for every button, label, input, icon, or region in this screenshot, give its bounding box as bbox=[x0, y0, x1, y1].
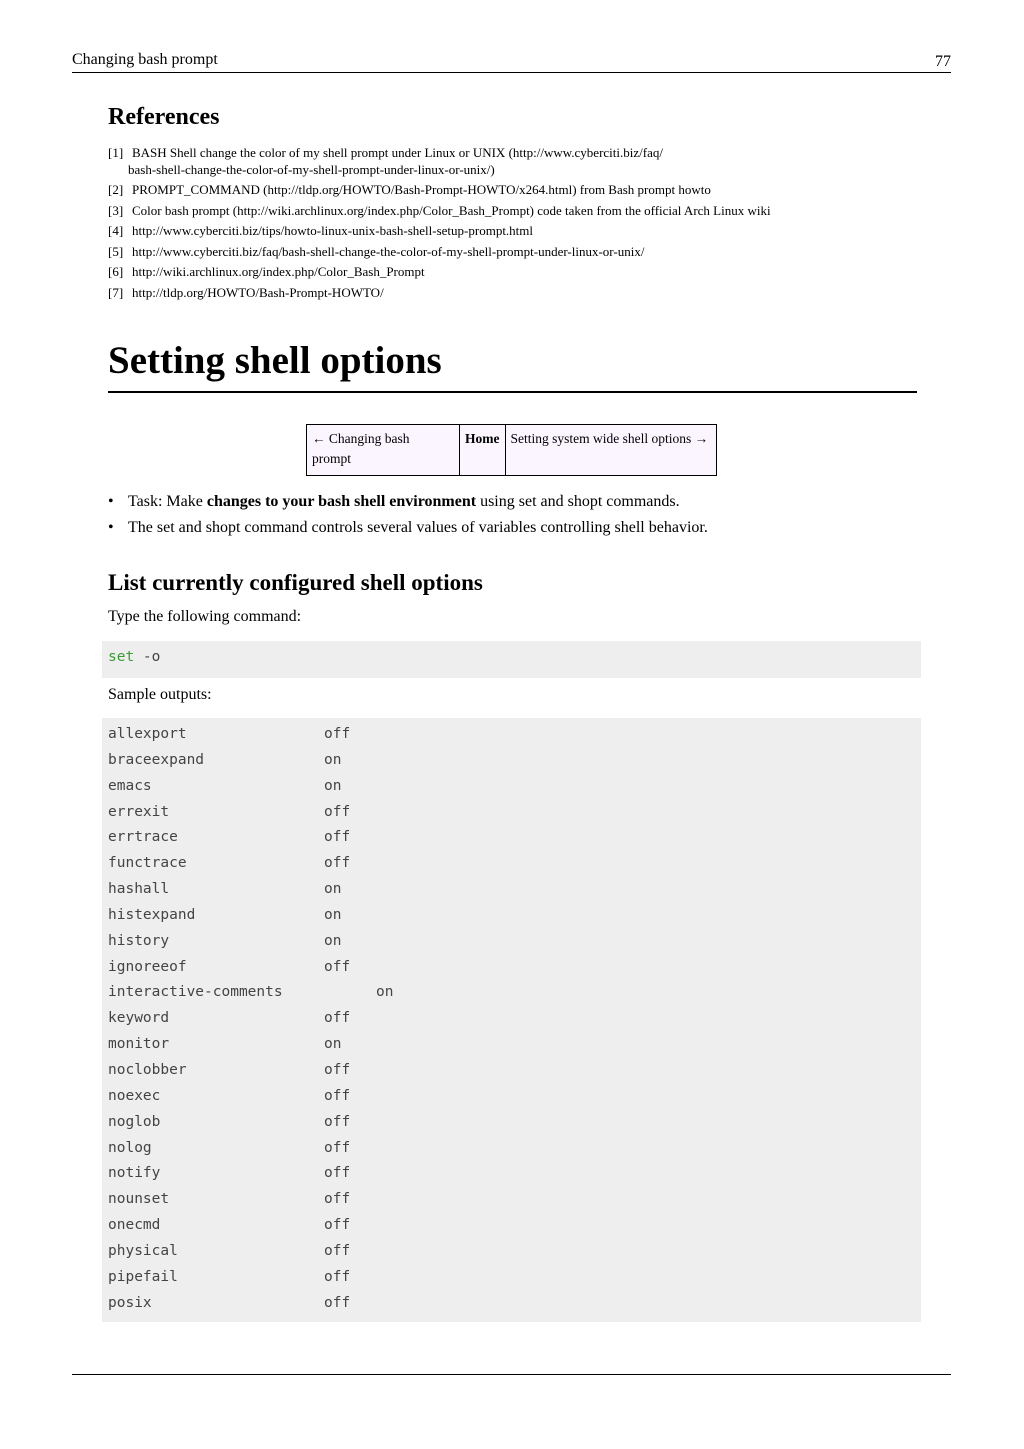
running-header bbox=[72, 50, 951, 73]
option-value: off bbox=[324, 1139, 351, 1156]
option-name: braceexpand bbox=[108, 751, 205, 768]
option-value: off bbox=[324, 1242, 351, 1259]
option-value: on bbox=[324, 906, 342, 923]
option-value: off bbox=[324, 958, 351, 975]
option-value: off bbox=[324, 1165, 351, 1182]
sample-output-block bbox=[102, 718, 921, 1322]
option-value: on bbox=[324, 932, 342, 949]
option-value: off bbox=[324, 1061, 351, 1078]
option-name: noexec bbox=[108, 1087, 161, 1104]
command-line bbox=[108, 649, 160, 665]
option-name: nounset bbox=[108, 1191, 170, 1208]
option-row bbox=[108, 1240, 393, 1266]
option-value: on bbox=[324, 777, 342, 794]
references-heading: References bbox=[108, 104, 220, 130]
option-name: functrace bbox=[108, 855, 187, 872]
reference-number: [1] bbox=[108, 145, 124, 160]
option-value: off bbox=[324, 1191, 351, 1208]
option-row bbox=[108, 852, 393, 878]
option-value: off bbox=[324, 803, 351, 820]
reference-continuation bbox=[108, 162, 928, 183]
option-value: off bbox=[324, 1268, 351, 1285]
bullet-icon: • bbox=[108, 519, 114, 536]
reference-link[interactable]: BASH Shell change the color of my shell prompt under Linux or UNIX (http://www.cyberciti.biz/faq/ bbox=[132, 145, 663, 160]
option-name: onecmd bbox=[108, 1217, 161, 1234]
section-heading: List currently configured shell options bbox=[108, 570, 483, 595]
command-args: -o bbox=[134, 649, 161, 665]
option-value: on bbox=[376, 984, 394, 1001]
nav-prev-line2: prompt bbox=[312, 451, 351, 466]
option-row bbox=[108, 801, 393, 827]
reference-link[interactable]: Color bash prompt (http://wiki.archlinux.org/index.php/Color_Bash_Prompt) code taken from the official Arch Linux wiki bbox=[132, 202, 771, 218]
list-item bbox=[108, 490, 928, 516]
option-row bbox=[108, 1266, 393, 1292]
option-name: physical bbox=[108, 1242, 178, 1259]
command-code-block bbox=[102, 641, 921, 678]
option-row bbox=[108, 1188, 393, 1214]
option-name: errtrace bbox=[108, 829, 178, 846]
nav-next-link[interactable]: Setting system wide shell options → bbox=[505, 425, 716, 476]
option-value: off bbox=[324, 1294, 351, 1311]
bullet-bold-link[interactable]: changes to your bash shell environment bbox=[206, 493, 477, 510]
nav-prev-link[interactable] bbox=[307, 425, 460, 476]
option-row bbox=[108, 826, 393, 852]
option-name: ignoreeof bbox=[108, 958, 187, 975]
reference-number: [7] bbox=[108, 284, 124, 300]
option-value: off bbox=[324, 1087, 351, 1104]
option-row bbox=[108, 1292, 393, 1318]
option-row bbox=[108, 904, 393, 930]
option-name: monitor bbox=[108, 1036, 170, 1053]
option-row bbox=[108, 981, 393, 1007]
reference-link[interactable]: http://wiki.archlinux.org/index.php/Color_Bash_Prompt bbox=[132, 264, 425, 279]
option-name: noclobber bbox=[108, 1061, 187, 1078]
option-value: on bbox=[324, 751, 342, 768]
option-value: on bbox=[324, 1036, 342, 1053]
option-value: on bbox=[324, 881, 342, 898]
sample-output-label: Sample outputs: bbox=[108, 686, 212, 703]
option-row bbox=[108, 775, 393, 801]
option-value: off bbox=[324, 726, 351, 742]
option-row bbox=[108, 1162, 393, 1188]
chapter-title: Setting shell options bbox=[108, 338, 917, 393]
references-list bbox=[108, 145, 928, 305]
reference-number: [5] bbox=[108, 243, 124, 259]
option-row bbox=[108, 723, 393, 749]
option-name: interactive-comments bbox=[108, 984, 283, 1001]
option-name: history bbox=[108, 932, 170, 949]
reference-link[interactable]: PROMPT_COMMAND (http://tldp.org/HOWTO/Bash-Prompt-HOWTO/x264.html) from Bash prompt howto bbox=[132, 182, 711, 197]
option-name: nolog bbox=[108, 1139, 152, 1156]
bullet-icon: • bbox=[108, 493, 114, 510]
intro-text: Type the following command: bbox=[108, 608, 302, 625]
reference-link[interactable]: http://www.cyberciti.biz/tips/howto-linux-unix-bash-shell-setup-prompt.html bbox=[132, 223, 534, 238]
option-name: pipefail bbox=[108, 1268, 178, 1285]
option-row bbox=[108, 1059, 393, 1085]
header-title: Changing bash prompt bbox=[72, 51, 218, 68]
option-value: off bbox=[324, 1217, 351, 1234]
bullet-text: Task: Make bbox=[128, 493, 207, 510]
option-row bbox=[108, 1111, 393, 1137]
option-name: hashall bbox=[108, 881, 170, 898]
option-row bbox=[108, 1137, 393, 1163]
reference-number: [2] bbox=[108, 182, 124, 197]
list-item bbox=[108, 516, 928, 542]
option-name: histexpand bbox=[108, 906, 196, 923]
command-keyword: set bbox=[108, 649, 135, 665]
page-number: 77 bbox=[935, 53, 951, 70]
reference-number: [4] bbox=[108, 223, 124, 238]
reference-link-continuation[interactable]: bash-shell-change-the-color-of-my-shell-prompt-under-linux-or-unix/) bbox=[128, 161, 495, 177]
reference-item bbox=[108, 285, 928, 306]
reference-link[interactable]: http://www.cyberciti.biz/faq/bash-shell-change-the-color-of-my-shell-prompt-under-linux-or-unix/ bbox=[132, 243, 645, 259]
option-name: allexport bbox=[108, 726, 187, 742]
option-row bbox=[108, 749, 393, 775]
option-value: off bbox=[324, 1113, 351, 1130]
task-bullets bbox=[108, 490, 928, 542]
option-name: noglob bbox=[108, 1113, 161, 1130]
reference-item bbox=[108, 203, 928, 224]
option-row bbox=[108, 1214, 393, 1240]
option-row bbox=[108, 1033, 393, 1059]
chapter-navigation bbox=[306, 424, 717, 476]
option-name: emacs bbox=[108, 777, 152, 794]
option-row bbox=[108, 956, 393, 982]
option-row bbox=[108, 1085, 393, 1111]
option-value: off bbox=[324, 855, 351, 872]
reference-item bbox=[108, 223, 928, 244]
option-name: errexit bbox=[108, 803, 170, 820]
option-row bbox=[108, 1007, 393, 1033]
option-name: notify bbox=[108, 1165, 161, 1182]
option-name: posix bbox=[108, 1294, 152, 1311]
reference-number: [6] bbox=[108, 264, 124, 279]
reference-number: [3] bbox=[108, 202, 124, 218]
option-value: off bbox=[324, 829, 351, 846]
option-row bbox=[108, 878, 393, 904]
footer-rule bbox=[72, 1374, 951, 1375]
reference-item bbox=[108, 244, 928, 265]
bullet-text: The set and shopt command controls several values of variables controlling shell behavior. bbox=[128, 519, 708, 536]
option-name: keyword bbox=[108, 1010, 170, 1027]
bullet-text: using set and shopt commands. bbox=[476, 493, 680, 510]
option-value: off bbox=[324, 1010, 351, 1027]
reference-item bbox=[108, 182, 928, 203]
option-row bbox=[108, 930, 393, 956]
reference-link[interactable]: http://tldp.org/HOWTO/Bash-Prompt-HOWTO/ bbox=[132, 284, 384, 300]
reference-item bbox=[108, 264, 928, 285]
nav-prev-line1: ← Changing bash bbox=[312, 431, 410, 446]
nav-home-link[interactable]: Home bbox=[460, 425, 506, 476]
